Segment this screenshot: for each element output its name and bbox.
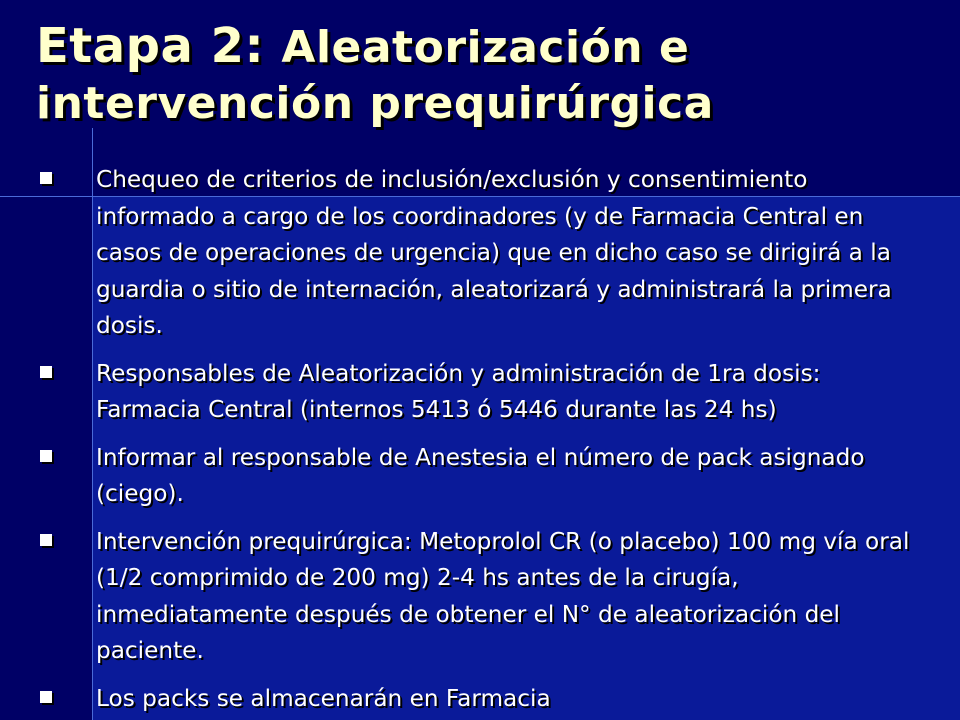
bullet-text: Responsables de Aleatorización y administración de 1ra dosis: Farmacia Central (internos 5413 ó 5446 durante las 24 hs): [96, 359, 821, 423]
bullet-item: [40, 356, 930, 429]
slide-title-part2: Aleatorización e intervención prequirúrgica: [36, 22, 714, 129]
slide-title: [36, 18, 936, 132]
bullet-item: [40, 162, 930, 345]
bullet-item: [40, 681, 930, 718]
square-bullet-icon: [40, 450, 52, 462]
square-bullet-icon: [40, 172, 52, 184]
square-bullet-icon: [40, 534, 52, 546]
bullet-text: Intervención prequirúrgica: Metoprolol CR (o placebo) 100 mg vía oral (1/2 comprimido de 200 mg) 2-4 hs antes de la cirugía, inmediatamente después de obtener el N° de aleatorización del paciente.: [96, 527, 910, 664]
bullet-text: Chequeo de criterios de inclusión/exclusión y consentimiento informado a cargo de los coordinadores (y de Farmacia Central en casos de operaciones de urgencia) que en dicho caso se dirigirá a la guardia o sitio de internación, aleatorizará y administrará la primera dosis.: [96, 166, 892, 339]
bullet-item: [40, 524, 930, 670]
square-bullet-icon: [40, 366, 52, 378]
bullet-list: [40, 162, 930, 720]
bullet-item: [40, 440, 930, 513]
bullet-text: Los packs se almacenarán en Farmacia: [96, 684, 551, 712]
bullet-text: Informar al responsable de Anestesia el número de pack asignado (ciego).: [96, 443, 865, 507]
slide-title-part1: Etapa 2:: [36, 18, 282, 74]
square-bullet-icon: [40, 691, 52, 703]
